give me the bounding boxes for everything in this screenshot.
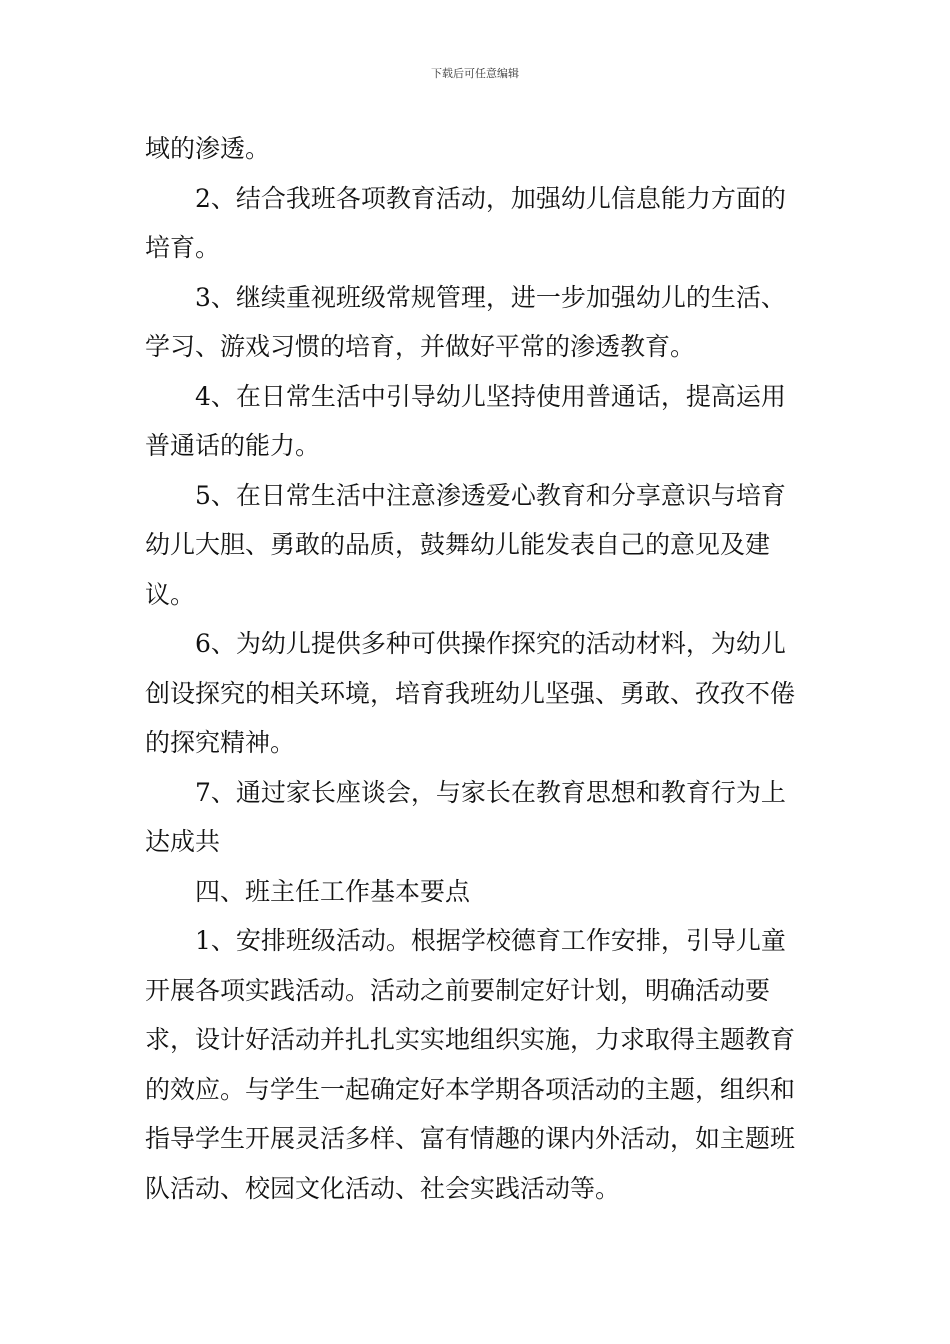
paragraph-item-6: 6、为幼儿提供多种可供操作探究的活动材料，为幼儿创设探究的相关环境，培育我班幼儿坚强、勇敢、孜孜不倦的探究精神。 [145,629,796,757]
paragraph-continuation: 域的渗透。 [145,134,271,163]
document-body [145,124,807,1213]
paragraph-section-item-1: 1、安排班级活动。根据学校德育工作安排，引导儿童开展各项实践活动。活动之前要制定好计划，明确活动要求，设计好活动并扎扎实实地组织实施，力求取得主题教育的效应。与学生一起确定好本学期各项活动的主题，组织和指导学生开展灵活多样、富有情趣的课内外活动，如主题班队活动、校园文化活动、社会实践活动等。 [145,926,796,1203]
paragraph-item-3: 3、继续重视班级常规管理，进一步加强幼儿的生活、学习、游戏习惯的培育，并做好平常的渗透教育。 [145,282,786,361]
paragraph-item-5: 5、在日常生活中注意渗透爱心教育和分享意识与培育幼儿大胆、勇敢的品质，鼓舞幼儿能发表自己的意见及建议。 [145,480,786,609]
paragraph-item-7: 7、通过家长座谈会，与家长在教育思想和教育行为上达成共 [145,777,786,856]
section-heading: 四、班主任工作基本要点 [195,876,471,906]
paragraph-item-4: 4、在日常生活中引导幼儿坚持使用普通话，提高运用普通话的能力。 [145,381,786,460]
paragraph-item-2: 2、结合我班各项教育活动，加强幼儿信息能力方面的培育。 [145,183,786,262]
page-header-note: 下载后可任意编辑 [431,67,519,80]
